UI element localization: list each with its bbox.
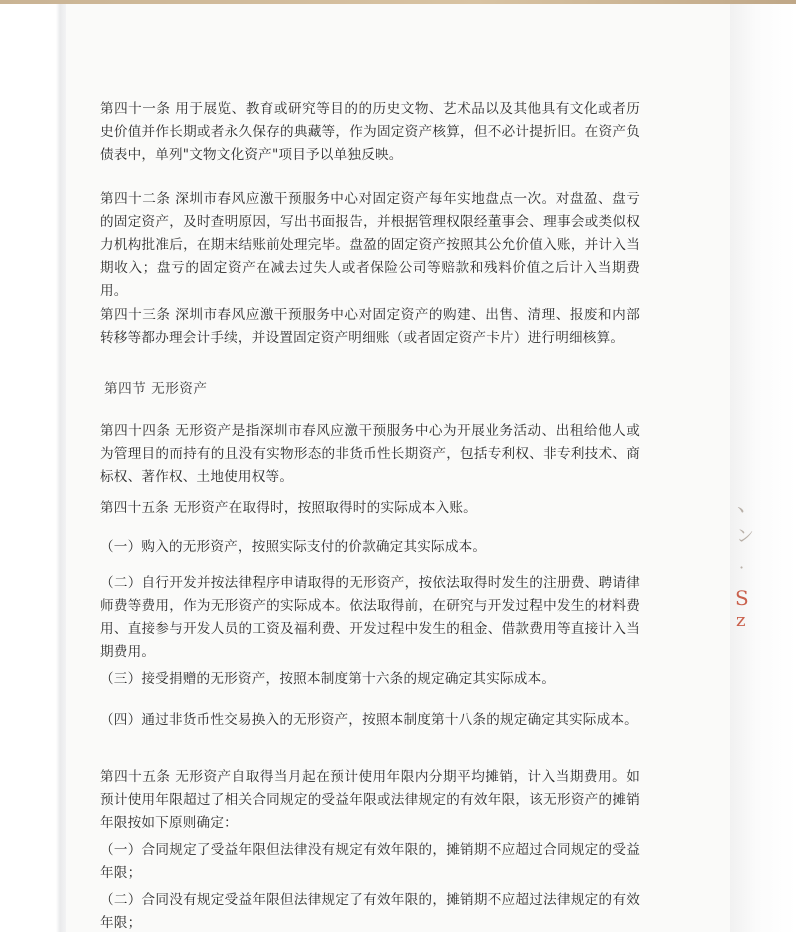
edge-bleed-mark: z (736, 610, 746, 631)
article-41: 第四十一条 用于展览、教育或研究等目的的历史文物、艺术品以及其他具有文化或者历史价值并作长期或者永久保存的典藏等，作为固定资产核算，但不必计提折旧。在资产负债表中，单列"文物文化资产"项目予以单独反映。 (100, 101, 640, 163)
article-45: 第四十五条 无形资产在取得时，按照取得时的实际成本入账。 (100, 500, 477, 516)
clause-4: （四）通过非货币性交易换入的无形资产，按照本制度第十八条的规定确定其实际成本。 (100, 712, 638, 728)
edge-bleed-mark: S (735, 586, 749, 610)
edge-bleed-mark: · (739, 558, 745, 577)
clause-1: （一）购入的无形资产，按照实际支付的价款确定其实际成本。 (100, 539, 487, 555)
article-45-amortization: 第四十五条 无形资产自取得当月起在预计使用年限内分期平均摊销，计入当期费用。如预计使用年限超过了相关合同规定的受益年限或法律规定的有效年限，该无形资产的摊销年限按如下原则确定： (100, 769, 640, 831)
clause-2: （二）自行开发并按法律程序申请取得的无形资产，按依法取得时发生的注册费、聘请律师费等费用，作为无形资产的实际成本。依法取得前，在研究与开发过程中发生的材料费用、直接参与开发人员的工资及福利费、开发过程中发生的租金、借款费用等直接计入当期费用。 (100, 575, 640, 660)
clause-amortization-2: （二）合同没有规定受益年限但法律规定了有效年限的，摊销期不应超过法律规定的有效年限； (100, 892, 640, 931)
edge-bleed-mark: ン (736, 526, 754, 547)
scan-left-margin (0, 4, 70, 932)
clause-3: （三）接受捐赠的无形资产，按照本制度第十六条的规定确定其实际成本。 (100, 671, 556, 687)
article-44: 第四十四条 无形资产是指深圳市春风应激干预服务中心为开展业务活动、出租给他人或为管理目的而持有的且没有实物形态的非货币性长期资产，包括专利权、非专利技术、商标权、著作权、土地使用权等。 (100, 423, 640, 485)
clause-amortization-1: （一）合同规定了受益年限但法律没有规定有效年限的，摊销期不应超过合同规定的受益年限； (100, 842, 640, 881)
article-42: 第四十二条 深圳市春风应激干预服务中心对固定资产每年实地盘点一次。对盘盈、盘亏的固定资产，及时查明原因，写出书面报告，并根据管理权限经董事会、理事会或类似权力机构批准后，在期末结账前处理完毕。盘盈的固定资产按照其公允价值入账，并计入当期收入；盘亏的固定资产在减去过失人或者保险公司等赔款和残料价值之后计入当期费用。 (100, 191, 640, 299)
scan-right-margin (730, 4, 796, 932)
article-43: 第四十三条 深圳市春风应激干预服务中心对固定资产的购建、出售、清理、报废和内部转移等都办理会计手续，并设置固定资产明细账（或者固定资产卡片）进行明细核算。 (100, 307, 640, 346)
edge-bleed-mark: 、 (737, 492, 760, 517)
section-heading: 第四节 无形资产 (104, 381, 208, 397)
